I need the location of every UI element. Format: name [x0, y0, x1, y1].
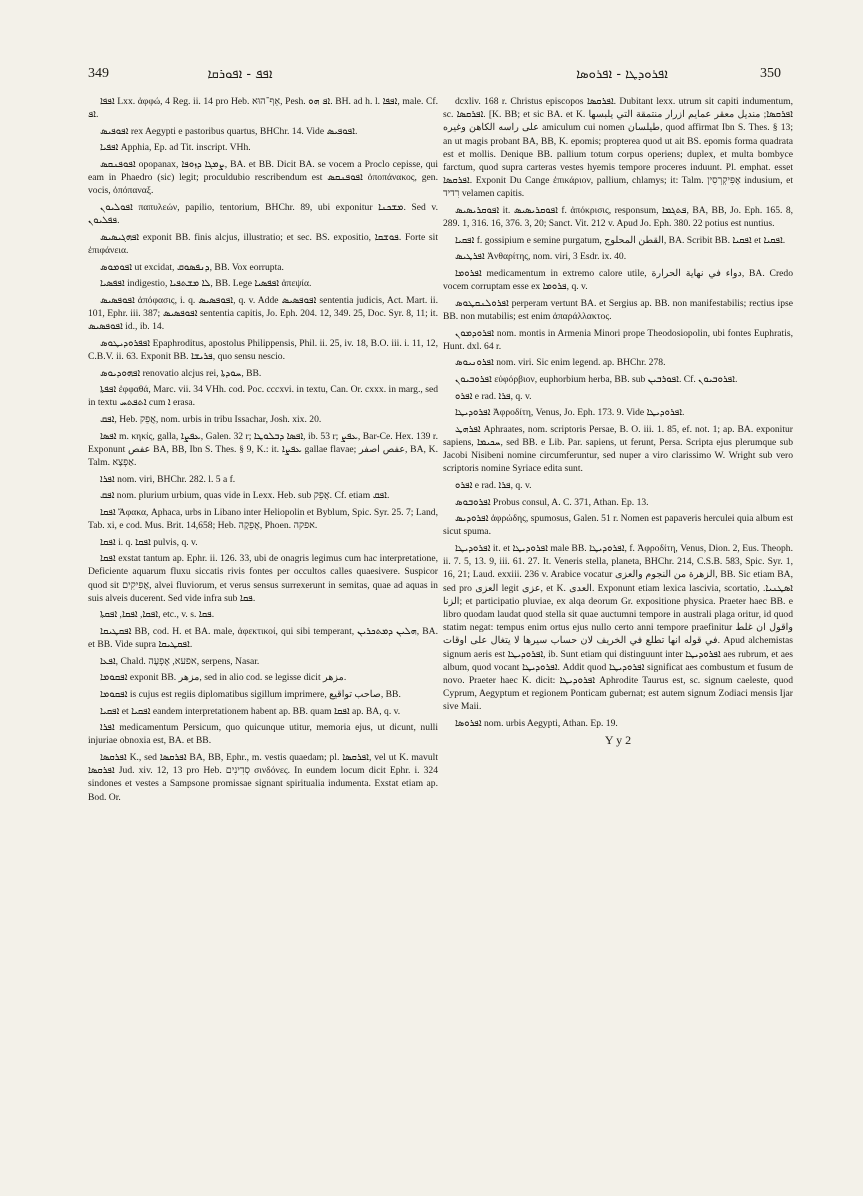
lexicon-entry: ܐܦܦܣܝܐ indigestio, ܠܐ ܡܫܬܦܝܐ, BB. Lege ܐܦܦܣܝܐ ἀπεψία.: [100, 278, 312, 290]
lexicon-entry: ܐܦܘܠܝܘܢ παπυλεών, papilio, tentorium, BHChr. 89, ubi exponitur ܡܫܟܢܐ. Sed v. ܦܦܠܝܘܢ.: [88, 201, 438, 227]
lexicon-entry: ܐܦܥܐ, Chald. אפעא, אֶפְעֶה, serpens, Nasar.: [100, 655, 260, 667]
lexicon-entry: ܐܦܪܘܒܝܘܢ εὐφόρβιον, euphorbium herba, BB. sub ܐܦܘܪܒܝܢ. Cf. ܐܦܪܘܒܝܘܢ.: [455, 373, 738, 385]
lexicon-entry: ܐܦܦܝܐ Apphia, Ep. ad Tit. inscript. VHh.: [100, 142, 251, 154]
lexicon-entry: ܐܦܣܐ m. κηκίς, galla, ܥܦܨܐ, Galen. 32 r; ܐܦܣܐ ܕܒܠܘܛܐ, ib. 53 r; ܥܦܨ, Bar-Ce. Hex. 139 r. Exponunt عفص BA, BB, Ibn S. Thes. § 9, K.: it. ܥܦܨܐ gallae flavae; عفص اصفر, BA, K. Talm. אַפְצָא.: [88, 430, 438, 468]
lexicon-entry: ܐܦܩܐ Ἄφακα, Aphaca, urbs in Libano inter Heliopolin et Byblum, Spic. Syr. 25. 7; Land, Tab. xi, e cod. Mus. Brit. 14,658; Heb. אֲפֵקָה, Phoen. אפקה.: [88, 506, 438, 531]
lexicon-entry: ܐܦܩ nom. plurium urbium, quas vide in Lexx. Heb. sub אֲפֵק. Cf. etiam ܐܦܩ.: [100, 490, 390, 502]
lexicon-entry: ܐܦܗܓܝܣܝܣ exponit BB. finis alcjus, illustratio; et sec. BS. expositio, ܦܘܫܩܐ. Forte sit ἐπιφάνεια.: [88, 231, 438, 256]
lexicon-entry: ܐܦܪܘܣܐ nom. urbis Aegypti, Athan. Ep. 19.: [455, 717, 618, 729]
lexicon-entry: ܐܦܩܐ, ܐܦܩܐ, ܐܦܩܬܐ, etc., v. s. ܦܩܐ.: [100, 609, 215, 621]
right-column: [443, 95, 793, 747]
lexicon-entry: ܐܦܦܪܘܕܝܛܘܣ Epaphroditus, apostolus Philippensis, Phil. ii. 25, iv. 18, B.O. iii. i. 11, 12, C.B.V. ii. 63. Exponit BB. ܦܪܝܫܐ, quo sensu nescio.: [88, 337, 438, 362]
lexicon-entry: ܐܦܪܗܛ Aphraates, nom. scriptoris Persae, B. O. iii. 1. 85, ef. not. 1; ap. BA. exponitur sapiens, ܚܟܝܡܐ, sed BB. e Lib. Par. sapiens, ut ferunt, Persa. Scripta ejus plerumque sub Jacobi Nisibeni nomine circumferuntur, sed nuper a viro clarissimo W. Wright sub vero scriptoris nomine Syriace edita sunt.: [443, 423, 793, 475]
lexicon-entry: dcxliv. 168 r. Christus episcopos ܐܦܪܩܣܐ. Dubitant lexx. utrum sit capiti indumentum, sc. ܐܦܪܩܣܐ. [K. BB; et sic BA. et K. ܐܦܪܩܣܐ; منديل معقر عمايم ازرار منتمقة التي يلبسها على راسه الكاهن وغيره amiculum cui nomen طيلسان, quod affirmat Ibn S. Thes. § 13; an ut magis probant BA, BB, K. epomis; propterea quod ut ait BS. epomis forma quadrata est et mollis. Denique BB. pallium totum corpus operiens; duplex, et multa bombyce farctum, quod supra carteras vestes hyemis tempore proceres induunt. Pl. emphat. esset ܐܦܪܩܣܐ. Exponit Du Cange ἐπικάριον, pallium, chlamys; it: Talm. אֶפִּיקְרְסִין indusium, et רִדיד velamen capitis.: [443, 96, 794, 200]
lexicon-entry: ܐܦܘܩܪܝܣܝܣ it. ܐܦܘܩܪܝܣܝܣ f. ἀπόκρισις, responsum, ܦܬܓܡܐ, BA, BB, Jo. Eph. 165. 8, 289. 1, 316. 16, 376. 3, 20; Sanct. Vit. 212 v. Apud Jo. Eph. 380. 22 potius est nuntius.: [443, 205, 794, 230]
lexicon-entry: ܐܦܩܛܝܩܐ BB, cod. H. et BA. male, ἀφεκτικοί, qui sibi temperant, ܗܠܝܢ ܕܡܬܟܪܝܢ, BA. et BB. Vide supra ܐܦܩܛܝܩܐ.: [88, 625, 438, 651]
lexicon-entry: ܐܦܗܘܕܝܘܣ renovatio alcjus rei, ܚܘܕܬܐ, BB.: [100, 367, 262, 379]
lexicon-entry: ܐܦܩܝܐ et ܐܦܩܝܐ eandem interpretationem habent ap. BB. quam ܐܦܩܐ ap. BA, q. v.: [100, 705, 401, 717]
lexicon-entry: ܐܦܦܐ Lxx. ἀφφώ, 4 Reg. ii. 14 pro Heb. אֵף־הוּא, Pesh. ܐܦ ܗܘ. BH. ad h. l. ܐܦܦܐ, male. Cf. ܐܦ.: [88, 96, 439, 121]
lexicon-entry: ܐܦܩ, Heb. אֲפֵק, nom. urbis in tribu Issachar, Josh. xix. 20.: [100, 413, 322, 425]
lexicon-entry: ܐܦܪܐ nom. viri, BHChr. 282. l. 5 a f.: [100, 473, 236, 485]
lexicon-entry: ܐܦܘܦܣܝܣ ἀπόφασις, i. q. ܐܦܘܦܣܝܣ, q. v. Adde ܐܦܘܦܣܝܣ sententia judicis, Act. Mart. ii. 101, Ephr. iii. 387; ܐܦܘܦܣܝܣ sententia capitis, Jo. Eph. 204. 12, 349. 25, Doc. Syr. 8, 11; it. ܐܦܘܦܣܝܣ id., ib. 14.: [88, 294, 439, 333]
lexicon-entry: ܐܦܪܐ medicamentum Persicum, quo quicunque utitur, memoria ejus, ut dicunt, nulli injuriae obnoxia est, BA. et BB.: [88, 722, 438, 747]
lexicon-entry: ܐܦܪܘܒܘܣ Probus consul, A. C. 371, Athan. Ep. 13.: [455, 496, 649, 508]
lexicon-entry: ܐܦܦܬܐ ἐφφαθά, Marc. vii. 34 VHh. cod. Poc. cccxvi. in textu, Can. Or. cxxx. in marg., sed in textu ܐܬܦܬܚ cum ܐ erasa.: [88, 384, 438, 409]
signature-mark: Y y 2: [604, 733, 632, 748]
lexicon-entry: ܐܦܘܦܢܩܣ opopanax, ܨܡܓܐ ܕܙܘܦܐ, BA. et BB. Dicit BA. se vocem a Proclo cepisse, qui eam in Phaedro (sic) legit; proculdubio rescribendum est ܐܦܘܦܢܩܣ ὀποπάνακος, gen. vocis, ὀπόπαναξ.: [88, 158, 438, 197]
lexicon-entry: ܐܦܪܘܕܝܛܐ it. et ܐܦܪܘܕܝܛܐ male BB. ܐܦܪܘܕܝܛܐ, f. Ἀφροδίτη, Venus, Dion. 2, Eus. Theoph. ii. 7. 5, 13. 9, iii. 61. 27. It. Veneris stella, planeta, BHChr. 214, C.S.B. 583, Spic. Syr. 1, 16, 21; Laud. exxiii. 236 v. Arabice vocatur الزهرة من النجوم والعزى, BB. Sic etiam BA, sed pro العزى legit عزى, et K. العدى. Exponunt etiam lexica lascivia, scortatio, ܐܣܛܢܝܐ. الزنا; et participatio pluviae, ex alqa deorum Gr. expositione physica. Praeter haec BB. e libro quodam laudat quod stella sit quae auctumni tempore in australi plaga oritur, id quod statim negat: tempus enim ortus ejus nullo certo anni tempore praefinitur واقول ان غلط في قوله انها تطلع في الخريف لان حساب سيرها لا يتغال على اوقات. Apud alchemistas signum aeris est ܐܦܪܘܕܝܛܐ, ib. Sunt etiam qui distinguunt inter ܐܦܪܘܕܝܛܐ aes rubrum, et aes album, quod vocant ܐܦܪܘܕܝܛܐ. Addit quod ܐܦܪܘܕܝܛܐ significat aes combustum et fusum de novo. Praeter haec K. dicit: ܐܦܪܘܕܝܛܐ Aphrodite Taurus est, sc. signum caeleste, quod Cyprum, Aegyptum et regionem Ponticam gubernat; est autem signum Zodiaci mensis Ijar sive Maii.: [443, 542, 794, 713]
left-column: [88, 95, 438, 807]
lexicon-entry: ܐܦܩܘܡܐ exponit BB. مزهر, sed in alio cod. se legisse dicit مزهر.: [100, 672, 347, 684]
lexicon-entry: ܐܦܪܘܡܐ medicamentum in extremo calore utile, دواء في نهاية الحرارة, BA. Credo vocem corruptam esse ex ܦܪܘܡܐ, q. v.: [443, 268, 794, 293]
lexicon-entry: ܐܦܪܘ e rad. ܦܪܐ, q. v.: [455, 479, 532, 491]
lexicon-entry: ܐܦܪܩܣܐ K., sed ܐܦܪܩܣܐ BA, BB, Ephr., m. vestis quaedam; pl. ܐܦܪܩܣܐ, vel ut K. mavult ܐܦܪܩܣܐ Jud. xiv. 12, 13 pro Heb. סְדִינִים σινδόνες. In eundem locum dicit Ephr. i. 324 sindones et vestes a Sampsone promissae signant spiritualia indumenta. Exstat etiam ap. Bod. Or.: [88, 751, 438, 803]
left-page-number: 349: [88, 66, 109, 81]
lexicon-entry: ܐܦܩܐ exstat tantum ap. Ephr. ii. 126. 33, ubi de onagris legimus cum hac interpretatione, Deficiente aquarum fluxu siccatis rivis fontes per occultos calles quaesivere. Suspicor quod sit אֲפִיקִים, alvei fluviorum, et verus sensus surrexerunt in semitas, quae ad aquas in suis alveis ducerent. Sed vide infra sub ܦܩܐ.: [88, 553, 438, 604]
lexicon-entry: ܐܦܪܘܠܢܩܛܘܣ perperam vertunt BA. et Sergius ap. BB. non manifestabilis; rectius ipse BB. non mutabilis; est enim ἀπαράλλακτος.: [443, 297, 793, 322]
running-header: [0, 66, 863, 88]
lexicon-entry: ܐܦܩܝܐ f. gossipium e semine purgatum, القطن المحلوج, BA. Scribit BB. ܐܦܩܝܐ et ܐܦܩܝܐ.: [455, 234, 786, 246]
lexicon-entry: ܐܦܪܘܕܡܘܢ nom. montis in Armenia Minori prope Theodosiopolin, ubi fontes Euphratis, Hunt. dxl. 64 r.: [443, 327, 793, 352]
right-running-head: ܐܦܪܘܕܛܐ - ܐܦܪܘܣܐ: [576, 67, 668, 82]
left-running-head: ܐܦܦ - ܐܦܘܪܩܐ: [207, 67, 273, 82]
lexicon-entry: ܐܦܪܘܕܝܣ ἀφρώδης, spumosus, Galen. 51 r. Nomen est papaveris herculei quia album est sicut spuma.: [443, 513, 793, 538]
lexicon-entry: ܐܦܪܘܢܝܘܣ nom. viri. Sic enim legend. ap. BHChr. 278.: [455, 357, 666, 369]
lexicon-entry: ܐܦܩܐ i. q. ܐܦܩܐ pulvis, q. v.: [100, 536, 198, 548]
lexicon-entry: ܐܦܪܘܕܝܛܐ Ἀφροδίτη, Venus, Jo. Eph. 173. 9. Vide ܐܦܪܘܕܝܛܐ.: [455, 407, 685, 419]
lexicon-entry: ܐܦܘܦܝܣ rex Aegypti e pastoribus quartus, BHChr. 14. Vide ܐܦܘܦܝܣ.: [100, 125, 358, 137]
lexicon-entry: ܐܦܩܘܡܐ is cujus est regiis diplomatibus sigillum imprimere, صاحب تواقيع, BB.: [100, 688, 401, 700]
lexicon-entry: ܐܦܪܘ e rad. ܦܪܐ, q. v.: [455, 390, 532, 402]
lexicon-entry: ܐܦܪܛܝܣ Ἀνθαρίτης, nom. viri, 3 Esdr. ix. 40.: [455, 251, 627, 263]
right-page-number: 350: [760, 66, 781, 81]
lexicon-entry: ܐܦܘܡܘܣ ut excidat, ܕܢܦܣܘܩ, BB. Vox eorrupta.: [100, 261, 284, 273]
